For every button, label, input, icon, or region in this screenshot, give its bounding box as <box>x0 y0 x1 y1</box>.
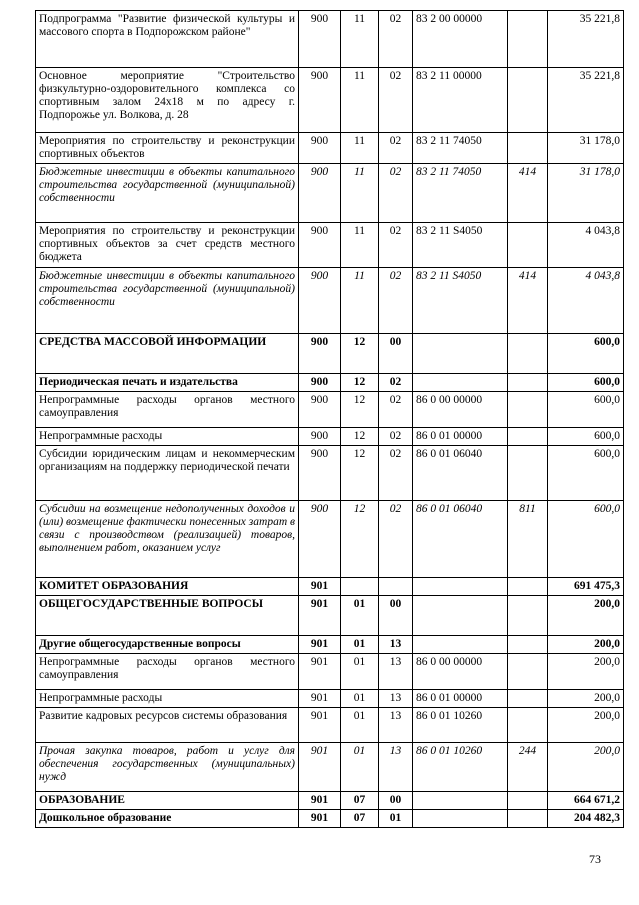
row-amount: 200,0 <box>548 690 624 708</box>
row-dept-code: 900 <box>299 133 341 164</box>
row-amount: 31 178,0 <box>548 164 624 223</box>
row-subsection: 02 <box>379 223 413 268</box>
row-subsection: 13 <box>379 654 413 690</box>
row-dept-code: 901 <box>299 743 341 792</box>
row-target-code <box>413 374 508 392</box>
row-amount: 600,0 <box>548 428 624 446</box>
table-row <box>36 68 624 133</box>
row-dept-code: 900 <box>299 68 341 133</box>
row-section: 12 <box>341 392 379 428</box>
row-name: ОБРАЗОВАНИЕ <box>36 792 299 810</box>
row-section: 01 <box>341 690 379 708</box>
row-subsection: 02 <box>379 133 413 164</box>
row-target-code: 83 2 00 00000 <box>413 11 508 68</box>
row-amount: 200,0 <box>548 708 624 743</box>
row-target-code: 86 0 01 00000 <box>413 690 508 708</box>
row-name: Непрограммные расходы <box>36 428 299 446</box>
row-name: Бюджетные инвестиции в объекты капитального строительства государственной (муниципальной) собственности <box>36 164 299 223</box>
row-dept-code: 900 <box>299 11 341 68</box>
row-amount: 200,0 <box>548 654 624 690</box>
table-row <box>36 596 624 636</box>
row-target-code: 86 0 01 00000 <box>413 428 508 446</box>
row-amount: 664 671,2 <box>548 792 624 810</box>
row-section: 11 <box>341 223 379 268</box>
row-amount: 600,0 <box>548 374 624 392</box>
row-name: Дошкольное образование <box>36 810 299 828</box>
row-section: 12 <box>341 501 379 578</box>
row-subsection: 00 <box>379 334 413 374</box>
row-name: Субсидии на возмещение недополученных доходов и (или) возмещение фактически понесенных затрат в связи с производством (реализацией) товаров, выполнением работ, оказанием услуг <box>36 501 299 578</box>
row-dept-code: 901 <box>299 596 341 636</box>
row-section: 12 <box>341 428 379 446</box>
row-subsection: 02 <box>379 428 413 446</box>
row-amount: 200,0 <box>548 596 624 636</box>
row-amount: 691 475,3 <box>548 578 624 596</box>
row-subsection <box>379 578 413 596</box>
table-row <box>36 708 624 743</box>
row-subsection: 13 <box>379 743 413 792</box>
row-subsection: 02 <box>379 11 413 68</box>
row-dept-code: 900 <box>299 268 341 334</box>
row-section: 01 <box>341 596 379 636</box>
table-row <box>36 133 624 164</box>
row-dept-code: 900 <box>299 501 341 578</box>
row-subsection: 13 <box>379 636 413 654</box>
row-dept-code: 901 <box>299 690 341 708</box>
row-expense-type <box>508 374 548 392</box>
row-name: Мероприятия по строительству и реконструкции спортивных объектов <box>36 133 299 164</box>
row-expense-type <box>508 392 548 428</box>
row-target-code: 83 2 11 S4050 <box>413 223 508 268</box>
row-name: КОМИТЕТ ОБРАЗОВАНИЯ <box>36 578 299 596</box>
row-expense-type <box>508 428 548 446</box>
table-row <box>36 792 624 810</box>
row-subsection: 02 <box>379 446 413 501</box>
row-name: Периодическая печать и издательства <box>36 374 299 392</box>
row-name: Непрограммные расходы органов местного самоуправления <box>36 654 299 690</box>
row-subsection: 13 <box>379 708 413 743</box>
row-target-code: 86 0 01 06040 <box>413 501 508 578</box>
page-number: 73 <box>589 852 601 866</box>
row-expense-type: 811 <box>508 501 548 578</box>
table-row <box>36 428 624 446</box>
row-name: Подпрограмма "Развитие физической культуры и массового спорта в Подпорожском районе" <box>36 11 299 68</box>
row-target-code: 86 0 01 06040 <box>413 446 508 501</box>
table-row <box>36 164 624 223</box>
row-section: 01 <box>341 654 379 690</box>
row-dept-code: 900 <box>299 392 341 428</box>
row-target-code <box>413 810 508 828</box>
row-subsection: 02 <box>379 374 413 392</box>
table-row <box>36 392 624 428</box>
row-subsection: 02 <box>379 268 413 334</box>
row-target-code: 86 0 01 10260 <box>413 743 508 792</box>
row-expense-type <box>508 792 548 810</box>
table-row <box>36 501 624 578</box>
row-section: 07 <box>341 810 379 828</box>
row-expense-type <box>508 334 548 374</box>
row-section <box>341 578 379 596</box>
row-dept-code: 900 <box>299 374 341 392</box>
row-expense-type: 244 <box>508 743 548 792</box>
row-target-code <box>413 792 508 810</box>
row-name: Непрограммные расходы органов местного самоуправления <box>36 392 299 428</box>
row-name: СРЕДСТВА МАССОВОЙ ИНФОРМАЦИИ <box>36 334 299 374</box>
table-row <box>36 268 624 334</box>
row-dept-code: 901 <box>299 708 341 743</box>
row-subsection: 00 <box>379 792 413 810</box>
row-amount: 600,0 <box>548 446 624 501</box>
row-dept-code: 900 <box>299 428 341 446</box>
table-row <box>36 446 624 501</box>
row-target-code <box>413 596 508 636</box>
table-row <box>36 690 624 708</box>
row-amount: 35 221,8 <box>548 68 624 133</box>
row-expense-type <box>508 446 548 501</box>
table-row <box>36 743 624 792</box>
row-expense-type: 414 <box>508 268 548 334</box>
row-dept-code: 901 <box>299 654 341 690</box>
row-subsection: 13 <box>379 690 413 708</box>
row-section: 11 <box>341 133 379 164</box>
row-expense-type <box>508 810 548 828</box>
table-row <box>36 810 624 828</box>
row-name: Другие общегосударственные вопросы <box>36 636 299 654</box>
table-row <box>36 334 624 374</box>
row-expense-type <box>508 11 548 68</box>
row-section: 11 <box>341 11 379 68</box>
row-expense-type <box>508 654 548 690</box>
row-dept-code: 900 <box>299 223 341 268</box>
row-subsection: 01 <box>379 810 413 828</box>
row-dept-code: 901 <box>299 578 341 596</box>
row-expense-type <box>508 636 548 654</box>
row-amount: 600,0 <box>548 334 624 374</box>
row-name: Субсидии юридическим лицам и некоммерческим организациям на поддержку периодической печати <box>36 446 299 501</box>
row-amount: 35 221,8 <box>548 11 624 68</box>
row-target-code <box>413 334 508 374</box>
table-row <box>36 374 624 392</box>
row-section: 01 <box>341 636 379 654</box>
row-section: 12 <box>341 446 379 501</box>
table-row <box>36 578 624 596</box>
row-section: 01 <box>341 743 379 792</box>
row-subsection: 00 <box>379 596 413 636</box>
row-target-code: 83 2 11 74050 <box>413 164 508 223</box>
row-target-code: 86 0 01 10260 <box>413 708 508 743</box>
table-row <box>36 636 624 654</box>
row-subsection: 02 <box>379 392 413 428</box>
row-name: Непрограммные расходы <box>36 690 299 708</box>
row-section: 11 <box>341 68 379 133</box>
row-expense-type <box>508 596 548 636</box>
row-target-code: 83 2 11 00000 <box>413 68 508 133</box>
row-dept-code: 901 <box>299 792 341 810</box>
row-subsection: 02 <box>379 164 413 223</box>
row-amount: 4 043,8 <box>548 268 624 334</box>
row-section: 12 <box>341 334 379 374</box>
row-expense-type <box>508 708 548 743</box>
row-target-code <box>413 578 508 596</box>
row-dept-code: 900 <box>299 334 341 374</box>
budget-table <box>35 10 624 828</box>
row-target-code: 86 0 00 00000 <box>413 392 508 428</box>
row-target-code: 83 2 11 S4050 <box>413 268 508 334</box>
row-section: 01 <box>341 708 379 743</box>
row-dept-code: 900 <box>299 164 341 223</box>
table-row <box>36 654 624 690</box>
row-name: ОБЩЕГОСУДАРСТВЕННЫЕ ВОПРОСЫ <box>36 596 299 636</box>
row-section: 11 <box>341 268 379 334</box>
row-name: Основное мероприятие "Строительство физкультурно-оздоровительного комплекса со спортивным залом 24х18 м по адресу г. Подпорожье ул. Волкова, д. 28 <box>36 68 299 133</box>
row-amount: 31 178,0 <box>548 133 624 164</box>
row-amount: 600,0 <box>548 501 624 578</box>
row-dept-code: 901 <box>299 636 341 654</box>
row-expense-type <box>508 68 548 133</box>
row-subsection: 02 <box>379 68 413 133</box>
row-expense-type <box>508 223 548 268</box>
row-expense-type: 414 <box>508 164 548 223</box>
row-amount: 200,0 <box>548 743 624 792</box>
row-target-code: 83 2 11 74050 <box>413 133 508 164</box>
row-expense-type <box>508 133 548 164</box>
row-name: Бюджетные инвестиции в объекты капитального строительства государственной (муниципальной) собственности <box>36 268 299 334</box>
table-row <box>36 223 624 268</box>
row-expense-type <box>508 690 548 708</box>
row-amount: 204 482,3 <box>548 810 624 828</box>
row-amount: 600,0 <box>548 392 624 428</box>
row-dept-code: 900 <box>299 446 341 501</box>
row-amount: 200,0 <box>548 636 624 654</box>
row-amount: 4 043,8 <box>548 223 624 268</box>
row-target-code: 86 0 00 00000 <box>413 654 508 690</box>
row-subsection: 02 <box>379 501 413 578</box>
row-name: Развитие кадровых ресурсов системы образования <box>36 708 299 743</box>
row-name: Мероприятия по строительству и реконструкции спортивных объектов за счет средств местного бюджета <box>36 223 299 268</box>
row-expense-type <box>508 578 548 596</box>
row-section: 11 <box>341 164 379 223</box>
row-section: 07 <box>341 792 379 810</box>
row-dept-code: 901 <box>299 810 341 828</box>
table-row <box>36 11 624 68</box>
row-target-code <box>413 636 508 654</box>
row-section: 12 <box>341 374 379 392</box>
row-name: Прочая закупка товаров, работ и услуг для обеспечения государственных (муниципальных) нужд <box>36 743 299 792</box>
